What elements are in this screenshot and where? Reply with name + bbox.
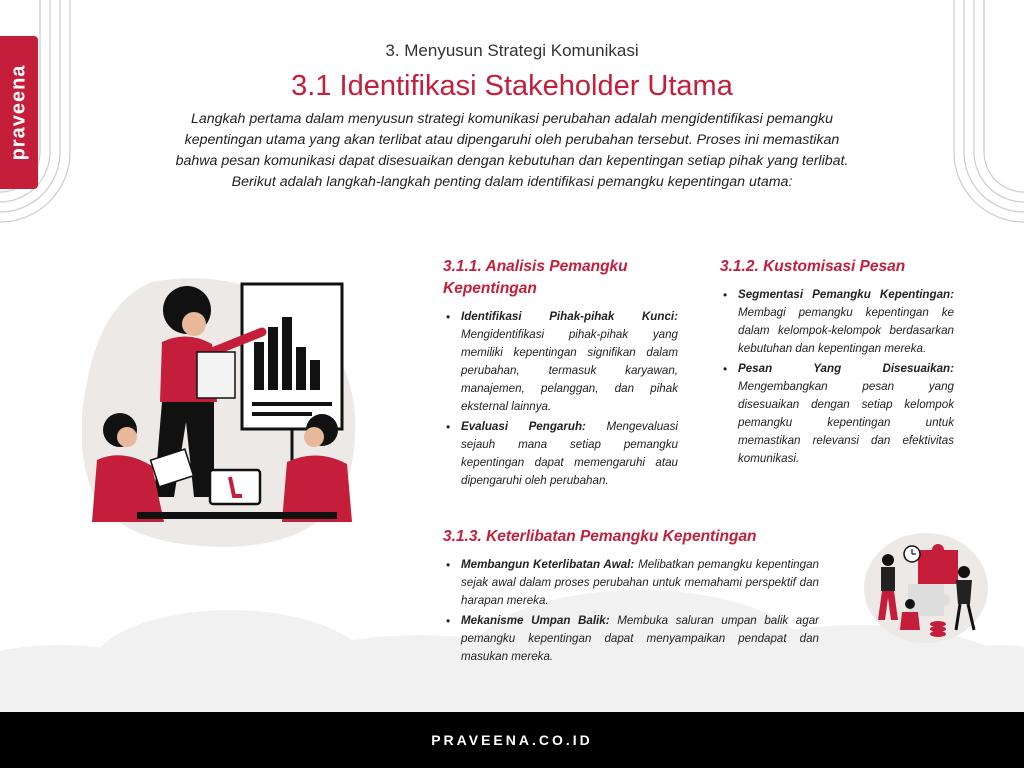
- item-text: Mengevaluasi sejauh mana setiap pemangku kepentingan dapat memengaruhi atau dipengaruhi oleh perubahan.: [461, 420, 678, 487]
- decorative-arcs-right-icon: [944, 0, 1024, 230]
- item-term: Segmentasi Pemangku Kepentingan:: [738, 288, 954, 301]
- team-puzzle-illustration-icon: [856, 530, 990, 646]
- section-analisis: [443, 256, 678, 492]
- list-item: [720, 286, 954, 358]
- item-text: Membagi pemangku kepentingan ke dalam kelompok-kelompok berdasarkan kebutuhan dan kepentingan mereka.: [738, 306, 954, 355]
- section-subtitle: 3. Menyusun Strategi Komunikasi: [385, 41, 639, 60]
- footer-website-link[interactable]: PRAVEENA.CO.ID: [431, 732, 593, 748]
- item-term: Pesan Yang Disesuaikan:: [738, 362, 954, 375]
- presentation-illustration-icon: [82, 272, 358, 548]
- item-text: Membuka saluran umpan balik agar pemangku kepentingan dapat menyampaikan pendapat dan masukan mereka.: [461, 614, 819, 663]
- item-term: Identifikasi Pihak-pihak Kunci:: [461, 310, 678, 323]
- item-text: Mengembangkan pesan yang disesuaikan dengan setiap kelompok pemangku kepentingan untuk memastikan relevansi dan efektivitas komunikasi.: [738, 380, 954, 465]
- list-item: [720, 360, 954, 468]
- section-heading: 3.1.1. Analisis Pemangku Kepentingan: [443, 258, 628, 297]
- item-text: Melibatkan pemangku kepentingan sejak awal dalam proses perubahan untuk memahami perspektif dan harapan mereka.: [461, 558, 819, 607]
- section-kustomisasi: [720, 256, 954, 470]
- intro-paragraph: Langkah pertama dalam menyusun strategi komunikasi perubahan adalah mengidentifikasi pemangku kepentingan utama yang akan terlibat atau dipengaruhi oleh perubahan tersebut. Proses ini memastikan bahwa pesan komunikasi dapat disesuaikan dengan kebutuhan dan kepentingan setiap pihak yang terlibat. Berikut adalah langkah-langkah penting dalam identifikasi pemangku kepentingan utama:: [175, 111, 849, 190]
- item-term: Membangun Keterlibatan Awal:: [461, 558, 635, 571]
- section-heading: 3.1.3. Keterlibatan Pemangku Kepentingan: [443, 528, 757, 545]
- section-keterlibatan: [443, 526, 819, 668]
- bullet-list: [720, 286, 954, 468]
- item-term: Evaluasi Pengaruh:: [461, 420, 586, 433]
- section-heading: 3.1.2. Kustomisasi Pesan: [720, 258, 906, 275]
- brand-side-label: praveena: [7, 64, 30, 161]
- item-term: Mekanisme Umpan Balik:: [461, 614, 610, 627]
- list-item: [443, 418, 678, 490]
- footer-bar: [0, 712, 1024, 768]
- list-item: [443, 556, 819, 610]
- page-title: 3.1 Identifikasi Stakeholder Utama: [291, 70, 733, 102]
- bullet-list: [443, 308, 678, 490]
- list-item: [443, 612, 819, 666]
- item-text: Mengidentifikasi pihak-pihak yang memiliki kepentingan signifikan dalam perubahan, termasuk karyawan, manajemen, pelanggan, dan pihak eksternal lainnya.: [461, 328, 678, 413]
- list-item: [443, 308, 678, 416]
- bullet-list: [443, 556, 819, 666]
